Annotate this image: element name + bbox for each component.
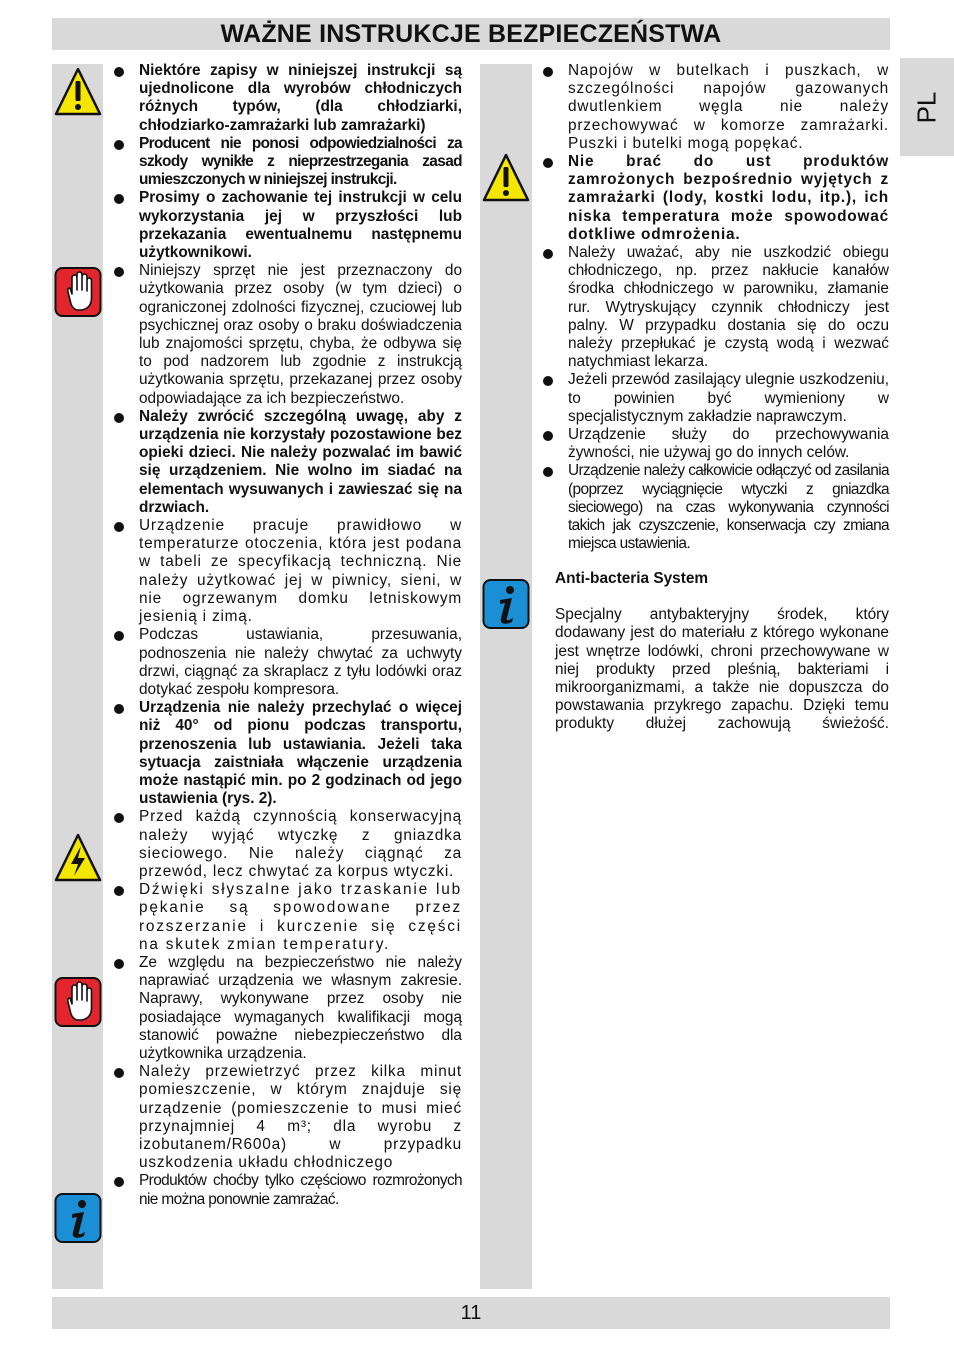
warning-icon: [482, 152, 530, 204]
electric-hazard-icon: [54, 832, 102, 884]
list-item: Należy uważać, aby nie uszkodzić obiegu chłodniczego, np. przez nakłucie kanałów środka chłodniczego w parowniku, złamanie rur. Wytryskujący czynnik chłodniczy jest palny. W przypadku dostania się do oczu należy przepłukać je czystą wodą i wezwać natychmiast lekarza.: [541, 244, 889, 371]
list-item: Prosimy o zachowanie tej instrukcji w celu wykorzystania jej w przyszłości lub przekazania ewentualnemu następnemu użytkownikowi.: [112, 189, 462, 262]
right-text-column: [541, 62, 889, 553]
list-item: Produktów choćby tylko częściowo rozmrożonych nie można ponownie zamrażać.: [112, 1172, 462, 1208]
list-item: Ze względu na bezpieczeństwo nie należy naprawiać urządzenia we własnym zakresie. Naprawy, wykonywane przez osoby nie posiadające wymaganych kwalifikacji mogą stanowić poważne niebezpieczeństwo dla użytkownika urządzenia.: [112, 954, 462, 1063]
list-item: Dźwięki słyszalne jako trzaskanie lub pękanie są spowodowane przez rozszerzanie i kurczenie się części na skutek zmian temperatury.: [112, 881, 462, 954]
safety-list-right: [541, 62, 889, 553]
list-item: Przed każdą czynnością konserwacyjną należy wyjąć wtyczkę z gniazdka sieciowego. Nie należy ciągnąć za przewód, lecz chwytać za korpus wtyczki.: [112, 808, 462, 881]
list-item: Niektóre zapisy w niniejszej instrukcji są ujednolicone dla wyrobów chłodniczych różnych typów, (dla chłodziarki, chłodziarko-zamrażarki lub zamrażarki): [112, 62, 462, 135]
info-icon: [482, 578, 530, 630]
list-item: Urządzenie należy całkowicie odłączyć od zasilania (poprzez wyciągnięcie wtyczki z gniazdka sieciowego) na czas wykonywania czynności takich jak czyszczenie, konserwacja czy zmiana miejsca ustawienia.: [541, 462, 889, 553]
page-title: WAŻNE INSTRUKCJE BEZPIECZEŃSTWA: [220, 19, 722, 48]
warning-icon: [54, 66, 102, 118]
list-item: Niniejszy sprzęt nie jest przeznaczony do użytkowania przez osoby (w tym dzieci) o ograniczonej zdolności fizycznej, czuciowej lub psychicznej oraz osoby o braku doświadczenia lub znajomości sprzętu, chyba, że odbywa się to pod nadzorem lub zgodnie z instrukcją użytkowania sprzętu, przekazanej przez osoby odpowiadające za ich bezpieczeństwo.: [112, 262, 462, 408]
list-item: Urządzenie pracuje prawidłowo w temperaturze otoczenia, która jest podana w tabeli ze specyfikacją techniczną. Nie należy użytkować jej w piwnicy, sieni, w nie ogrzewanym domku letniskowym jesienią i zimą.: [112, 517, 462, 626]
list-item: Urządzenie służy do przechowywania żywności, nie używaj go do innych celów.: [541, 426, 889, 462]
section-heading: Anti-bacteria System: [555, 570, 709, 587]
header-bar: [52, 18, 890, 50]
language-tab: [900, 58, 954, 156]
list-item: Należy zwrócić szczególną uwagę, aby z urządzenia nie korzystały pozostawione bez opieki dzieci. Nie należy pozwalać im bawić się urządzeniem. Nie wolno im siadać na elementach wysuwanych i zawieszać się na drzwiach.: [112, 408, 462, 517]
list-item: Napojów w butelkach i puszkach, w szczególności napojów gazowanych dwutlenkiem węgla nie należy przechowywać w komorze zamrażarki. Puszki i butelki mogą popękać.: [541, 62, 889, 153]
list-item: Należy przewietrzyć przez kilka minut pomieszczenie, w którym znajduje się urządzenie (pomieszczenie to musi mieć przynajmniej 4 m³; dla wyrobu z izobutanem/R600a) w przypadku uszkodzenia układu chłodniczego: [112, 1063, 462, 1172]
hand-stop-icon: [54, 266, 102, 318]
hand-stop-icon: [54, 976, 102, 1028]
left-text-column: [112, 62, 462, 1209]
language-label: PL: [911, 91, 942, 123]
list-item: Producent nie ponosi odpowiedzialności za szkody wynikłe z nieprzestrzegania zasad umieszczonych w niniejszej instrukcji.: [112, 135, 462, 190]
safety-list-left: [112, 62, 462, 1209]
info-icon: [54, 1192, 102, 1244]
page-number: 11: [460, 1301, 482, 1324]
anti-bacteria-section: [555, 570, 889, 734]
section-body: Specjalny antybakteryjny środek, który dodawany jest do materiału z którego wykonane jest wnętrze lodówki, chroni przechowywane w niej produkty przed pleśnią, bakteriami i mikroorganizmami, a także nie dopuszcza do powstawania przykrego zapachu. Dzięki temu produkty dłużej zachowują świeżość.: [555, 606, 889, 733]
right-icon-column: [480, 64, 532, 1289]
list-item: Urządzenia nie należy przechylać o więcej niż 40° od pionu podczas transportu, przenoszenia lub ustawiania. Jeżeli taka sytuacja zaistniała włączenie urządzenia może nastąpić min. po 2 godzinach od jego ustawienia (rys. 2).: [112, 699, 462, 808]
footer-bar: [52, 1297, 890, 1329]
list-item: Podczas ustawiania, przesuwania, podnoszenia nie należy chwytać za uchwyty drzwi, ciągnąć za skraplacz z tyłu lodówki oraz dotykać zespołu kompresora.: [112, 626, 462, 699]
left-icon-column: [52, 64, 103, 1289]
list-item: Nie brać do ust produktów zamrożonych bezpośrednio wyjętych z zamrażarki (lody, kostki lodu, itp.), ich niska temperatura może spowodować dotkliwe odmrożenia.: [541, 153, 889, 244]
list-item: Jeżeli przewód zasilający ulegnie uszkodzeniu, to powinien być wymieniony w specjalistycznym zakładzie naprawczym.: [541, 371, 889, 426]
